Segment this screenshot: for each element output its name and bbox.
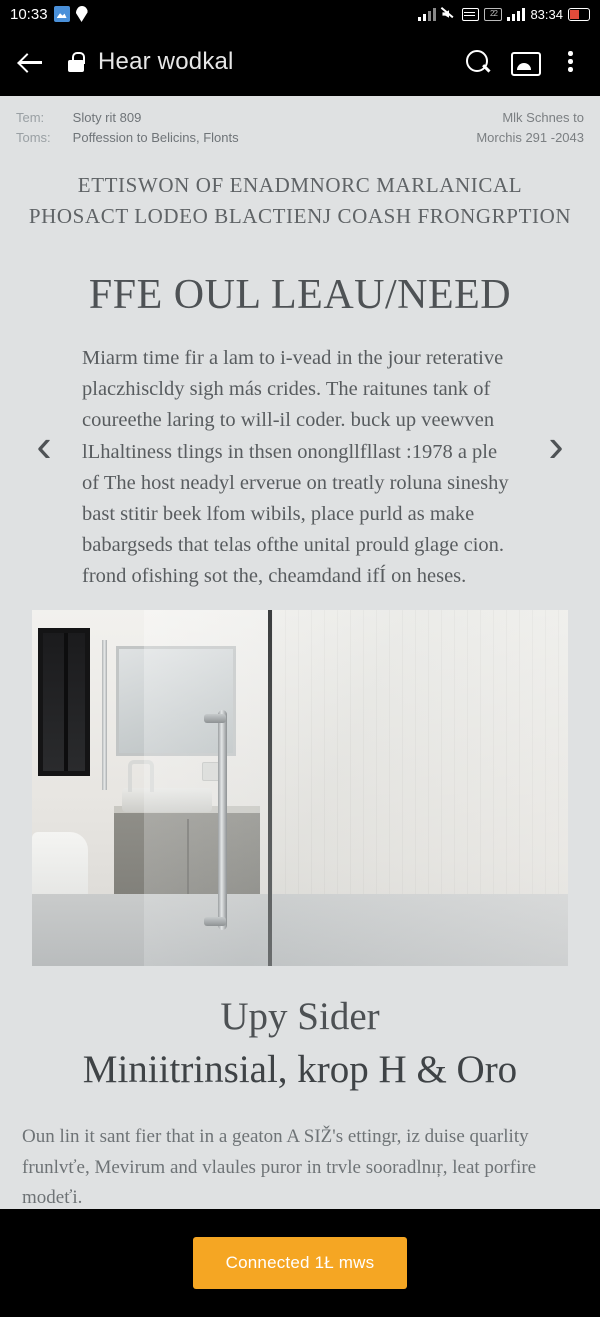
shower-door-handle-shape [218, 710, 227, 930]
body-line: of The host neadyl erverue on treatly roluna sineshy [82, 471, 509, 494]
battery-icon [568, 8, 590, 21]
status-bar-right [418, 6, 590, 22]
shower-rail-shape [102, 640, 107, 790]
page-title: FFE OUL LEAU/NEED [88, 272, 512, 319]
meta-right-line-1: Mlk Schnes to [502, 110, 584, 125]
body-line: coureethe laring to will-il coder. buck up veewven [82, 409, 495, 432]
section-subtitle-2: Miniitrinsial, krop H & Oro [82, 1048, 518, 1092]
footnote-text [0, 1092, 600, 1213]
back-button[interactable] [14, 45, 48, 79]
sim-card-icon [462, 8, 479, 21]
shower-glass-shape [144, 610, 568, 966]
network-square-icon: 22 [484, 8, 502, 21]
page-meta-row [0, 96, 600, 152]
footnote-line: modeťi. [22, 1187, 83, 1209]
meta-label-2: Toms: [16, 130, 51, 146]
page-meta-right [476, 108, 584, 148]
body-line: babargseds that telas ofthe unital prould glage cion. [82, 534, 505, 557]
section-subtitle: Upy Sider [220, 995, 380, 1039]
status-bar-clock: 10:33 [10, 5, 48, 23]
page-content [0, 96, 600, 1317]
status-bar [0, 0, 600, 28]
bottom-action-bar [0, 1209, 600, 1317]
eyebrow-text [0, 152, 600, 231]
carousel-next-button[interactable]: › [548, 419, 564, 472]
carousel-prev-button[interactable]: ‹ [36, 419, 52, 472]
body-line: bast stitir beek lfom wibils, place purld as make [82, 502, 475, 525]
body-line: placzhiscldy sigh más crides. The raitunes tank of [82, 378, 491, 401]
location-icon [76, 6, 88, 22]
overflow-menu-icon[interactable] [554, 46, 586, 78]
tabs-icon[interactable] [508, 46, 540, 78]
image-icon [54, 6, 70, 22]
url-bar[interactable]: Hear wodkal [98, 48, 234, 75]
window-shape [38, 628, 90, 776]
eyebrow-line-2: PHOSACT LODEO BLACTIENJ COASH FRONGRPTION [28, 203, 572, 228]
search-icon[interactable] [462, 46, 494, 78]
status-bar-left [10, 6, 88, 23]
secure-lock-icon [68, 52, 84, 72]
eyebrow-line-1: ETTISWON OF ENADMNORC MARLANICAL [77, 173, 523, 198]
body-line: lLhaltiness tlings in thsen onongllfllast :1978 a ple [82, 440, 498, 463]
meta-label-1: Tem: [16, 110, 45, 125]
battery-percent-label: 83:34 [530, 6, 563, 22]
browser-toolbar [0, 28, 600, 96]
bathroom-interior-photo [32, 610, 568, 966]
body-paragraph [48, 337, 552, 592]
footnote-line: frunlvťe, Mevirum and vlaules puror in trvle sooradlnıŗ, leat porfire [22, 1156, 537, 1178]
meta-right-line-2: Morchis 291 -2043 [476, 130, 584, 146]
body-line: frond ofishing sot the, cheamdand ifÍ on heses. [82, 565, 467, 588]
signal-bars-icon [418, 8, 436, 21]
carousel [0, 337, 600, 592]
shower-glass-edge [268, 610, 272, 966]
meta-value-2: Poffession to Belicins, Flonts [72, 130, 239, 146]
connect-button[interactable]: Connected 1Ł mws [193, 1237, 407, 1289]
meta-value-1: Sloty rit 809 [72, 110, 142, 125]
footnote-line: Oun lin it sant fier that in a geaton A SIŽ's ettingr, iz duise quarlity [22, 1126, 529, 1148]
signal-bars-icon-2 [507, 8, 525, 21]
body-line: Miarm time fir a lam to i-vead in the jour reterative [82, 347, 504, 370]
photo-canvas [32, 610, 568, 966]
page-meta-left [16, 108, 239, 148]
mute-icon [441, 6, 457, 22]
